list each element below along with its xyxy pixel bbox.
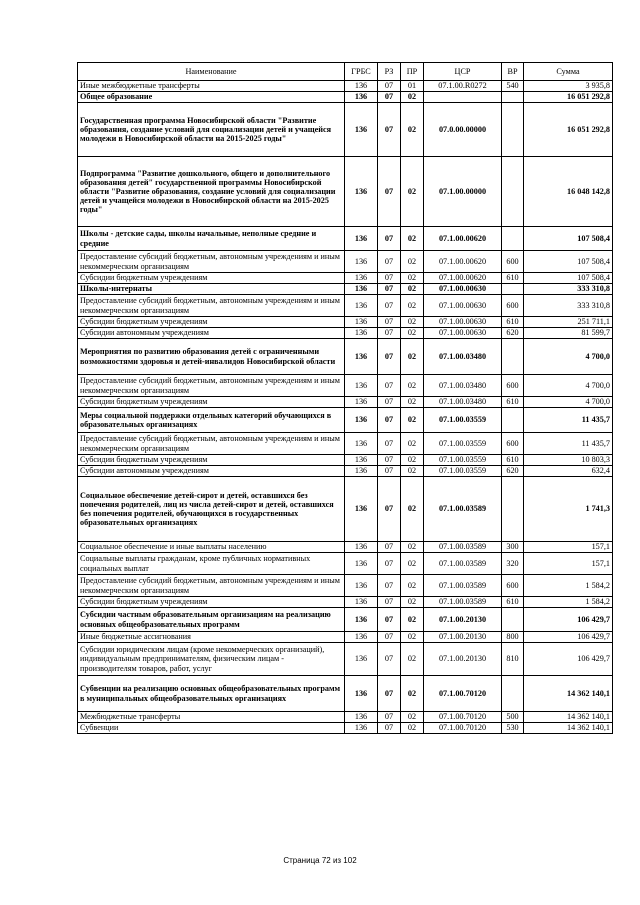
row-name-cell: Субсидии автономным учреждениям — [78, 466, 345, 477]
row-sum-cell: 10 803,3 — [524, 455, 613, 466]
row-vr-cell: 530 — [502, 723, 524, 734]
row-rz-cell: 07 — [378, 676, 401, 712]
row-vr-cell: 620 — [502, 466, 524, 477]
row-grbs-cell: 136 — [345, 339, 378, 375]
row-pr-cell: 02 — [401, 553, 424, 575]
row-name-cell: Межбюджетные трансферты — [78, 712, 345, 723]
row-vr-cell: 610 — [502, 273, 524, 284]
row-rz-cell: 07 — [378, 433, 401, 455]
table-row — [78, 597, 613, 608]
row-vr-cell — [502, 227, 524, 251]
row-vr-cell: 620 — [502, 328, 524, 339]
row-sum-cell: 11 435,7 — [524, 433, 613, 455]
row-rz-cell: 07 — [378, 103, 401, 157]
row-pr-cell: 02 — [401, 712, 424, 723]
table-row — [78, 375, 613, 397]
row-name-cell: Меры социальной поддержки отдельных категорий обучающихся в образовательных организациях — [78, 408, 345, 433]
table-header — [78, 63, 613, 81]
table-row — [78, 632, 613, 643]
row-rz-cell: 07 — [378, 284, 401, 295]
row-rz-cell: 07 — [378, 632, 401, 643]
row-sum-cell: 1 584,2 — [524, 575, 613, 597]
row-grbs-cell: 136 — [345, 375, 378, 397]
row-grbs-cell: 136 — [345, 284, 378, 295]
row-pr-cell: 02 — [401, 103, 424, 157]
row-name-cell: Предоставление субсидий бюджетным, автономным учреждениям и иным некоммерческим организациям — [78, 575, 345, 597]
row-grbs-cell: 136 — [345, 227, 378, 251]
table-row — [78, 643, 613, 676]
row-rz-cell: 07 — [378, 597, 401, 608]
table-row — [78, 397, 613, 408]
row-rz-cell: 07 — [378, 317, 401, 328]
row-csr-cell: 07.1.00.20130 — [424, 643, 502, 676]
row-csr-cell: 07.1.00.00630 — [424, 317, 502, 328]
row-grbs-cell: 136 — [345, 397, 378, 408]
row-name-cell: Иные бюджетные ассигнования — [78, 632, 345, 643]
row-csr-cell: 07.1.00.70120 — [424, 712, 502, 723]
row-sum-cell: 107 508,4 — [524, 251, 613, 273]
row-csr-cell: 07.1.00.00620 — [424, 251, 502, 273]
row-pr-cell: 02 — [401, 375, 424, 397]
row-grbs-cell: 136 — [345, 251, 378, 273]
row-rz-cell: 07 — [378, 295, 401, 317]
row-name-cell: Субсидии юридическим лицам (кроме некоммерческих организаций), индивидуальным предпринимателям, физическим лицам - производителям товаров, работ, услуг — [78, 643, 345, 676]
row-name-cell: Общее образование — [78, 92, 345, 103]
row-csr-cell: 07.1.00.03480 — [424, 339, 502, 375]
row-csr-cell: 07.1.00.03559 — [424, 466, 502, 477]
budget-table — [77, 62, 613, 734]
row-csr-cell: 07.1.00.03589 — [424, 575, 502, 597]
row-pr-cell: 02 — [401, 92, 424, 103]
row-rz-cell: 07 — [378, 328, 401, 339]
row-vr-cell: 500 — [502, 712, 524, 723]
row-sum-cell: 14 362 140,1 — [524, 676, 613, 712]
row-grbs-cell: 136 — [345, 92, 378, 103]
table-row — [78, 251, 613, 273]
row-vr-cell: 610 — [502, 597, 524, 608]
row-csr-cell: 07.1.00.03559 — [424, 433, 502, 455]
row-name-cell: Субсидии частным образовательным организациям на реализацию основных общеобразовательных программ — [78, 608, 345, 632]
table-row — [78, 157, 613, 227]
row-csr-cell: 07.1.00.00620 — [424, 273, 502, 284]
row-vr-cell: 810 — [502, 643, 524, 676]
row-sum-cell: 81 599,7 — [524, 328, 613, 339]
row-pr-cell: 02 — [401, 676, 424, 712]
row-vr-cell — [502, 103, 524, 157]
row-name-cell: Школы-интернаты — [78, 284, 345, 295]
header-csr: ЦСР — [424, 63, 502, 81]
row-name-cell: Социальные выплаты гражданам, кроме публичных нормативных социальных выплат — [78, 553, 345, 575]
row-pr-cell: 02 — [401, 477, 424, 542]
row-csr-cell: 07.1.00.70120 — [424, 723, 502, 734]
row-pr-cell: 02 — [401, 597, 424, 608]
row-csr-cell: 07.1.00.03589 — [424, 477, 502, 542]
header-vr: ВР — [502, 63, 524, 81]
row-csr-cell: 07.1.00.00630 — [424, 295, 502, 317]
row-csr-cell: 07.1.00.R0272 — [424, 81, 502, 92]
table-row — [78, 295, 613, 317]
row-sum-cell: 14 362 140,1 — [524, 723, 613, 734]
row-grbs-cell: 136 — [345, 575, 378, 597]
row-sum-cell: 107 508,4 — [524, 273, 613, 284]
row-rz-cell: 07 — [378, 643, 401, 676]
row-csr-cell: 07.1.00.00630 — [424, 284, 502, 295]
row-sum-cell: 107 508,4 — [524, 227, 613, 251]
row-pr-cell: 02 — [401, 273, 424, 284]
row-rz-cell: 07 — [378, 251, 401, 273]
table-row — [78, 608, 613, 632]
row-name-cell: Субсидии бюджетным учреждениям — [78, 597, 345, 608]
row-sum-cell: 106 429,7 — [524, 643, 613, 676]
row-pr-cell: 02 — [401, 608, 424, 632]
table-row — [78, 477, 613, 542]
row-grbs-cell: 136 — [345, 597, 378, 608]
table-row — [78, 466, 613, 477]
row-name-cell: Субвенции — [78, 723, 345, 734]
row-pr-cell: 02 — [401, 295, 424, 317]
row-pr-cell: 02 — [401, 643, 424, 676]
row-name-cell: Субсидии бюджетным учреждениям — [78, 317, 345, 328]
row-rz-cell: 07 — [378, 339, 401, 375]
row-grbs-cell: 136 — [345, 542, 378, 553]
row-vr-cell — [502, 92, 524, 103]
row-vr-cell: 600 — [502, 433, 524, 455]
row-vr-cell — [502, 408, 524, 433]
table-row — [78, 408, 613, 433]
row-vr-cell: 600 — [502, 251, 524, 273]
row-pr-cell: 02 — [401, 328, 424, 339]
row-name-cell: Школы - детские сады, школы начальные, неполные средние и средние — [78, 227, 345, 251]
row-rz-cell: 07 — [378, 455, 401, 466]
row-sum-cell: 1 584,2 — [524, 597, 613, 608]
table-row — [78, 553, 613, 575]
table-row — [78, 81, 613, 92]
header-rz: РЗ — [378, 63, 401, 81]
row-grbs-cell: 136 — [345, 81, 378, 92]
row-grbs-cell: 136 — [345, 103, 378, 157]
row-vr-cell: 540 — [502, 81, 524, 92]
row-vr-cell: 600 — [502, 575, 524, 597]
row-pr-cell: 02 — [401, 723, 424, 734]
row-name-cell: Субсидии автономным учреждениям — [78, 328, 345, 339]
row-sum-cell: 4 700,0 — [524, 339, 613, 375]
row-sum-cell: 333 310,8 — [524, 284, 613, 295]
table-row — [78, 723, 613, 734]
row-rz-cell: 07 — [378, 157, 401, 227]
row-vr-cell: 600 — [502, 375, 524, 397]
row-pr-cell: 02 — [401, 317, 424, 328]
row-grbs-cell: 136 — [345, 712, 378, 723]
table-row — [78, 273, 613, 284]
table-row — [78, 284, 613, 295]
row-grbs-cell: 136 — [345, 466, 378, 477]
row-name-cell: Мероприятия по развитию образования детей с ограниченными возможностями здоровья и детей-инвалидов Новосибирской области — [78, 339, 345, 375]
row-pr-cell: 01 — [401, 81, 424, 92]
row-rz-cell: 07 — [378, 542, 401, 553]
row-vr-cell — [502, 608, 524, 632]
row-vr-cell — [502, 284, 524, 295]
row-grbs-cell: 136 — [345, 723, 378, 734]
row-vr-cell: 800 — [502, 632, 524, 643]
row-sum-cell: 4 700,0 — [524, 375, 613, 397]
row-sum-cell: 632,4 — [524, 466, 613, 477]
row-rz-cell: 07 — [378, 408, 401, 433]
table-row — [78, 676, 613, 712]
row-pr-cell: 02 — [401, 455, 424, 466]
row-csr-cell: 07.1.00.03559 — [424, 408, 502, 433]
row-csr-cell: 07.1.00.03589 — [424, 553, 502, 575]
header-name: Наименование — [78, 63, 345, 81]
page-number: Страница 72 из 102 — [283, 856, 357, 865]
row-grbs-cell: 136 — [345, 643, 378, 676]
row-rz-cell: 07 — [378, 608, 401, 632]
row-vr-cell: 300 — [502, 542, 524, 553]
row-sum-cell: 106 429,7 — [524, 608, 613, 632]
row-sum-cell: 157,1 — [524, 542, 613, 553]
row-name-cell: Субсидии бюджетным учреждениям — [78, 273, 345, 284]
row-name-cell: Иные межбюджетные трансферты — [78, 81, 345, 92]
table-row — [78, 542, 613, 553]
row-csr-cell: 07.1.00.03589 — [424, 597, 502, 608]
row-sum-cell: 157,1 — [524, 553, 613, 575]
row-vr-cell — [502, 157, 524, 227]
table-row — [78, 92, 613, 103]
row-name-cell: Подпрограмма "Развитие дошкольного, общего и дополнительного образования детей" государственной программы Новосибирской области "Развитие образования, создание условий для социализации детей и учащейся молодежи в Новосибирской области на 2015-2025 годы" — [78, 157, 345, 227]
row-rz-cell: 07 — [378, 477, 401, 542]
table-row — [78, 339, 613, 375]
row-rz-cell: 07 — [378, 575, 401, 597]
table-row — [78, 227, 613, 251]
row-rz-cell: 07 — [378, 92, 401, 103]
row-grbs-cell: 136 — [345, 608, 378, 632]
row-grbs-cell: 136 — [345, 676, 378, 712]
table-row — [78, 455, 613, 466]
header-sum: Сумма — [524, 63, 613, 81]
row-rz-cell: 07 — [378, 712, 401, 723]
row-sum-cell: 11 435,7 — [524, 408, 613, 433]
row-name-cell: Предоставление субсидий бюджетным, автономным учреждениям и иным некоммерческим организациям — [78, 251, 345, 273]
row-sum-cell: 333 310,8 — [524, 295, 613, 317]
row-csr-cell: 07.1.00.03589 — [424, 542, 502, 553]
row-name-cell: Социальное обеспечение детей-сирот и детей, оставшихся без попечения родителей, лиц из числа детей-сирот и детей, оставшихся без попечения родителей, обучающихся в государственных образовательных организациях — [78, 477, 345, 542]
header-grbs: ГРБС — [345, 63, 378, 81]
row-name-cell: Предоставление субсидий бюджетным, автономным учреждениям и иным некоммерческим организациям — [78, 295, 345, 317]
table-row — [78, 103, 613, 157]
row-csr-cell: 07.1.00.00000 — [424, 157, 502, 227]
table-body — [78, 81, 613, 734]
row-pr-cell: 02 — [401, 251, 424, 273]
table-row — [78, 575, 613, 597]
row-csr-cell: 07.1.00.20130 — [424, 632, 502, 643]
row-pr-cell: 02 — [401, 227, 424, 251]
row-pr-cell: 02 — [401, 284, 424, 295]
row-rz-cell: 07 — [378, 227, 401, 251]
table-row — [78, 712, 613, 723]
row-rz-cell: 07 — [378, 466, 401, 477]
row-vr-cell: 610 — [502, 317, 524, 328]
row-pr-cell: 02 — [401, 632, 424, 643]
row-name-cell: Субсидии бюджетным учреждениям — [78, 455, 345, 466]
row-name-cell: Предоставление субсидий бюджетным, автономным учреждениям и иным некоммерческим организациям — [78, 433, 345, 455]
table-row — [78, 433, 613, 455]
row-grbs-cell: 136 — [345, 433, 378, 455]
row-csr-cell: 07.1.00.03559 — [424, 455, 502, 466]
row-pr-cell: 02 — [401, 408, 424, 433]
row-pr-cell: 02 — [401, 575, 424, 597]
row-csr-cell: 07.1.00.00620 — [424, 227, 502, 251]
row-sum-cell: 3 935,8 — [524, 81, 613, 92]
row-csr-cell: 07.1.00.03480 — [424, 375, 502, 397]
table-row — [78, 328, 613, 339]
row-csr-cell: 07.0.00.00000 — [424, 103, 502, 157]
row-grbs-cell: 136 — [345, 408, 378, 433]
row-sum-cell: 16 048 142,8 — [524, 157, 613, 227]
row-vr-cell: 610 — [502, 397, 524, 408]
row-pr-cell: 02 — [401, 397, 424, 408]
row-grbs-cell: 136 — [345, 455, 378, 466]
header-row — [78, 63, 613, 81]
row-rz-cell: 07 — [378, 397, 401, 408]
row-name-cell: Социальное обеспечение и иные выплаты населению — [78, 542, 345, 553]
row-grbs-cell: 136 — [345, 317, 378, 328]
row-grbs-cell: 136 — [345, 295, 378, 317]
row-sum-cell: 16 051 292,8 — [524, 103, 613, 157]
row-sum-cell: 4 700,0 — [524, 397, 613, 408]
row-grbs-cell: 136 — [345, 632, 378, 643]
row-rz-cell: 07 — [378, 553, 401, 575]
row-sum-cell: 1 741,3 — [524, 477, 613, 542]
table-row — [78, 317, 613, 328]
row-sum-cell: 16 051 292,8 — [524, 92, 613, 103]
row-sum-cell: 106 429,7 — [524, 632, 613, 643]
row-grbs-cell: 136 — [345, 328, 378, 339]
row-name-cell: Предоставление субсидий бюджетным, автономным учреждениям и иным некоммерческим организациям — [78, 375, 345, 397]
row-pr-cell: 02 — [401, 157, 424, 227]
row-csr-cell: 07.1.00.70120 — [424, 676, 502, 712]
row-vr-cell — [502, 477, 524, 542]
row-vr-cell — [502, 676, 524, 712]
row-grbs-cell: 136 — [345, 273, 378, 284]
header-pr: ПР — [401, 63, 424, 81]
row-rz-cell: 07 — [378, 375, 401, 397]
row-vr-cell — [502, 339, 524, 375]
row-csr-cell — [424, 92, 502, 103]
row-sum-cell: 251 711,1 — [524, 317, 613, 328]
row-vr-cell: 600 — [502, 295, 524, 317]
row-rz-cell: 07 — [378, 723, 401, 734]
row-rz-cell: 07 — [378, 273, 401, 284]
row-csr-cell: 07.1.00.03480 — [424, 397, 502, 408]
row-pr-cell: 02 — [401, 542, 424, 553]
row-name-cell: Государственная программа Новосибирской области "Развитие образования, создание условий для социализации детей и учащейся молодежи в Новосибирской области на 2015-2025 годы" — [78, 103, 345, 157]
row-pr-cell: 02 — [401, 433, 424, 455]
row-grbs-cell: 136 — [345, 477, 378, 542]
row-grbs-cell: 136 — [345, 157, 378, 227]
row-pr-cell: 02 — [401, 466, 424, 477]
row-rz-cell: 07 — [378, 81, 401, 92]
row-name-cell: Субвенции на реализацию основных общеобразовательных программ в муниципальных общеобразовательных организациях — [78, 676, 345, 712]
row-sum-cell: 14 362 140,1 — [524, 712, 613, 723]
row-csr-cell: 07.1.00.00630 — [424, 328, 502, 339]
row-name-cell: Субсидии бюджетным учреждениям — [78, 397, 345, 408]
row-pr-cell: 02 — [401, 339, 424, 375]
row-vr-cell: 610 — [502, 455, 524, 466]
row-grbs-cell: 136 — [345, 553, 378, 575]
row-vr-cell: 320 — [502, 553, 524, 575]
row-csr-cell: 07.1.00.20130 — [424, 608, 502, 632]
